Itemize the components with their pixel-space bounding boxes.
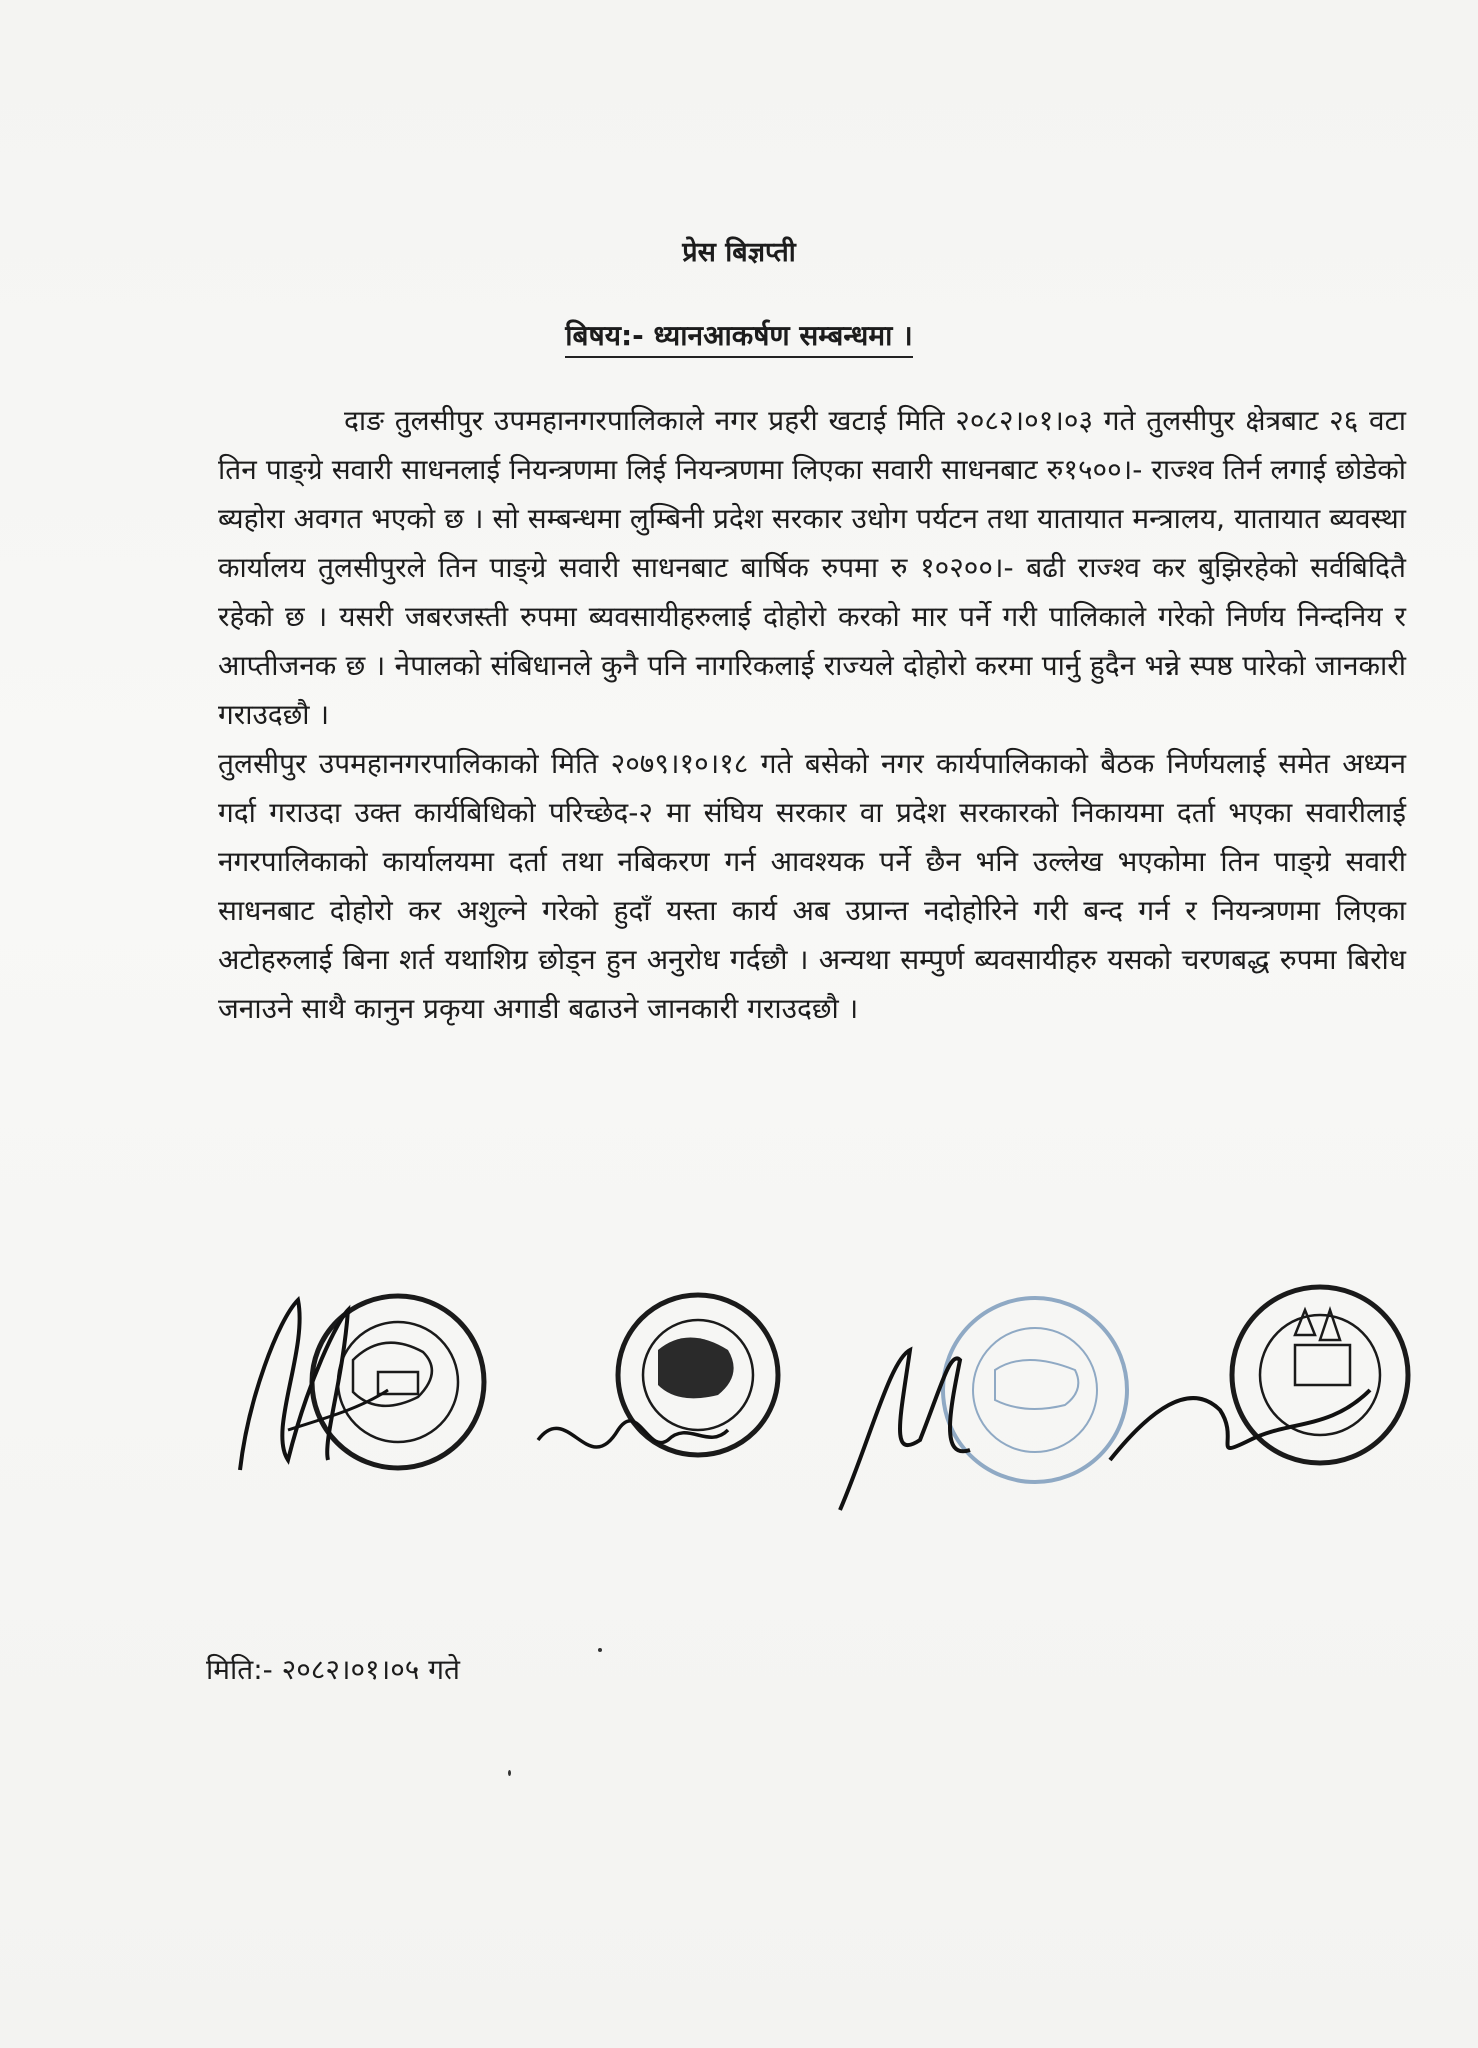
document-body [218,396,1406,1033]
subject-text: बिषय:- ध्यानआकर्षण सम्बन्धमा । [565,319,912,358]
speck [508,1770,511,1776]
stamp-two [528,1280,798,1480]
stamp-janasewa [1100,1260,1430,1500]
document-date: मिति:- २०८२।०१।०५ गते [206,1653,460,1686]
document-title: प्रेस बिज्ञप्ती [682,237,796,268]
document-subject [0,316,1478,354]
paragraph-2: तुलसीपुर उपमहानगरपालिकाको मिति २०७९।१०।१८ गते बसेको नगर कार्यपालिकाको बैठक निर्णयलाई समेत अध्यन गर्दा गराउदा उक्त कार्यबिधिको परिच्छेद-२ मा संघिय सरकार वा प्रदेश सरकारको निकायमा दर्ता भएका सवारीलाई नगरपालिकाको कार्यालयमा दर्ता तथा नबिकरण गर्न आवश्यक पर्ने छैन भनि उल्लेख भएकोमा तिन पाङ्ग्रे सवारी साधनबाट दोहोरो कर अशुल्ने गरेको हुदाँ यस्ता कार्य अब उप्रान्त नदोहोरिने गरी बन्द गर्न र नियन्त्रणमा लिएका अटोहरुलाई बिना शर्त यथाशिग्र छोड्न हुन अनुरोध गर्दछौ । अन्यथा सम्पुर्ण ब्यवसायीहरु यसको चरणबद्ध रुपमा बिरोध जनाउने साथै कानुन प्रकृया अगाडी बढाउने जानकारी गराउदछौ । [218,747,1406,1025]
paragraph-1: दाङ तुलसीपुर उपमहानगरपालिकाले नगर प्रहरी खटाई मिति २०८२।०१।०३ गते तुलसीपुर क्षेत्रबाट २६ वटा तिन पाङ्ग्रे सवारी साधनलाई नियन्त्रणमा लिई नियन्त्रणमा लिएका सवारी साधनबाट रु१५००।- राज्श्व तिर्न लगाई छोडेको ब्यहोरा अवगत भएको छ । सो सम्बन्धमा लुम्बिनी प्रदेश सरकार उधोग पर्यटन तथा यातायात मन्त्रालय, यातायात ब्यवस्था कार्यालय तुलसीपुरले तिन पाङ्ग्रे सवारी साधनबाट बार्षिक रुपमा रु १०२००।- बढी राज्श्व कर बुझिरहेको सर्वबिदितै रहेको छ । यसरी जबरजस्ती रुपमा ब्यवसायीहरुलाई दोहोरो करको मार पर्ने गरी पालिकाले गरेको निर्णय निन्दनिय र आप्तीजनक छ । नेपालको संबिधानले कुनै पनि नागरिकलाई राज्यले दोहोरो करमा पार्नु हुदैन भन्ने स्पष्ठ पारेको जानकारी गराउदछौ । [218,404,1406,731]
speck [598,1648,602,1652]
stamp-dang-byawasahi [228,1260,528,1500]
